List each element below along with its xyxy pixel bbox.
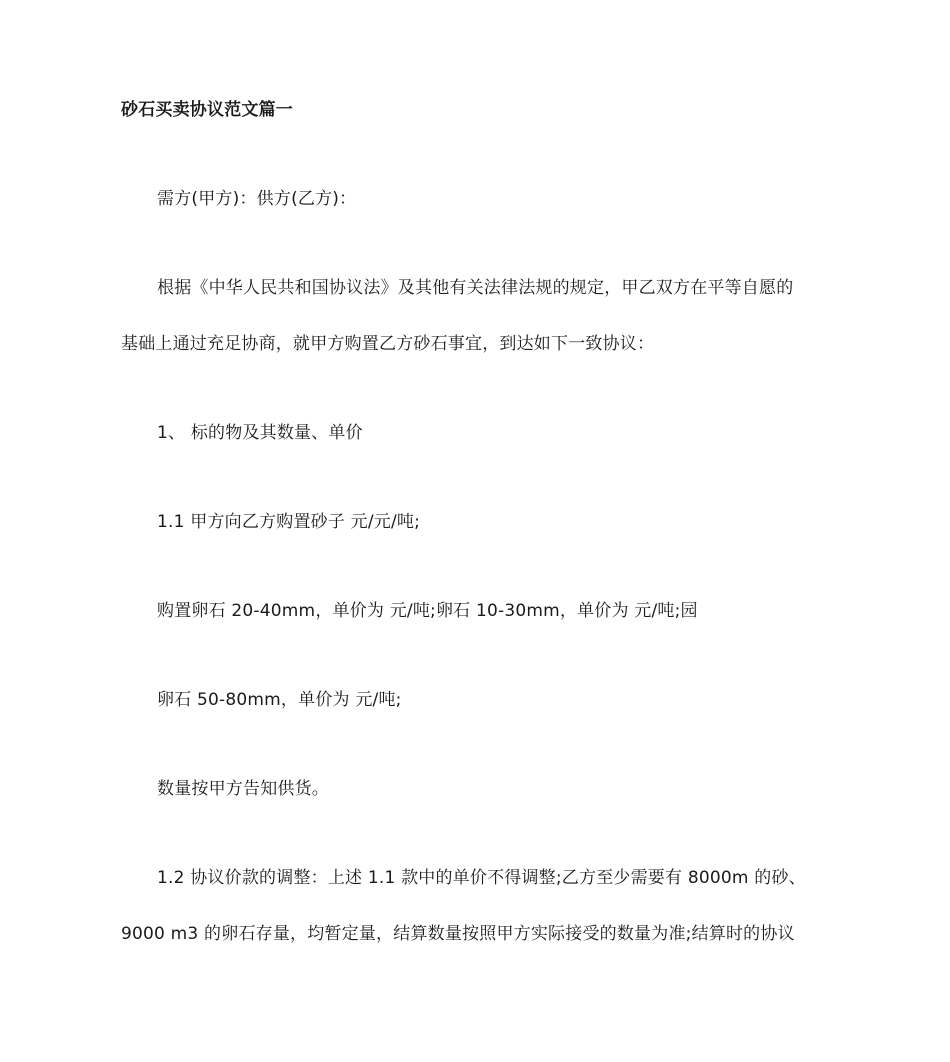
intro-paragraph-line-1: 根据《中华人民共和国协议法》及其他有关法律法规的规定，甲乙双方在平等自愿的 [157,278,794,298]
pebble-line-2: 卵石 50-80mm，单价为 元/吨; [157,690,402,710]
intro-paragraph-line-2: 基础上通过充足协商，就甲方购置乙方砂石事宜，到达如下一致协议： [121,334,655,354]
pebble-line-1: 购置卵石 20-40mm，单价为 元/吨;卵石 10-30mm，单价为 元/吨;园 [157,601,698,621]
parties-line: 需方(甲方)：供方(乙方)： [157,189,357,209]
clause-1-2-line-1: 1.2 协议价款的调整：上述 1.1 款中的单价不得调整;乙方至少需要有 8000m 的砂、 [157,868,806,888]
document-title: 砂石买卖协议范文篇一 [121,100,293,120]
clause-1-1: 1.1 甲方向乙方购置砂子 元/元/吨; [157,512,421,532]
clause-1-2-line-2: 9000 m3 的卵石存量，均暂定量，结算数量按照甲方实际接受的数量为准;结算时的协议 [121,924,795,944]
quantity-note: 数量按甲方告知供货。 [157,779,329,799]
section-1-heading: 1、 标的物及其数量、单价 [157,423,363,443]
